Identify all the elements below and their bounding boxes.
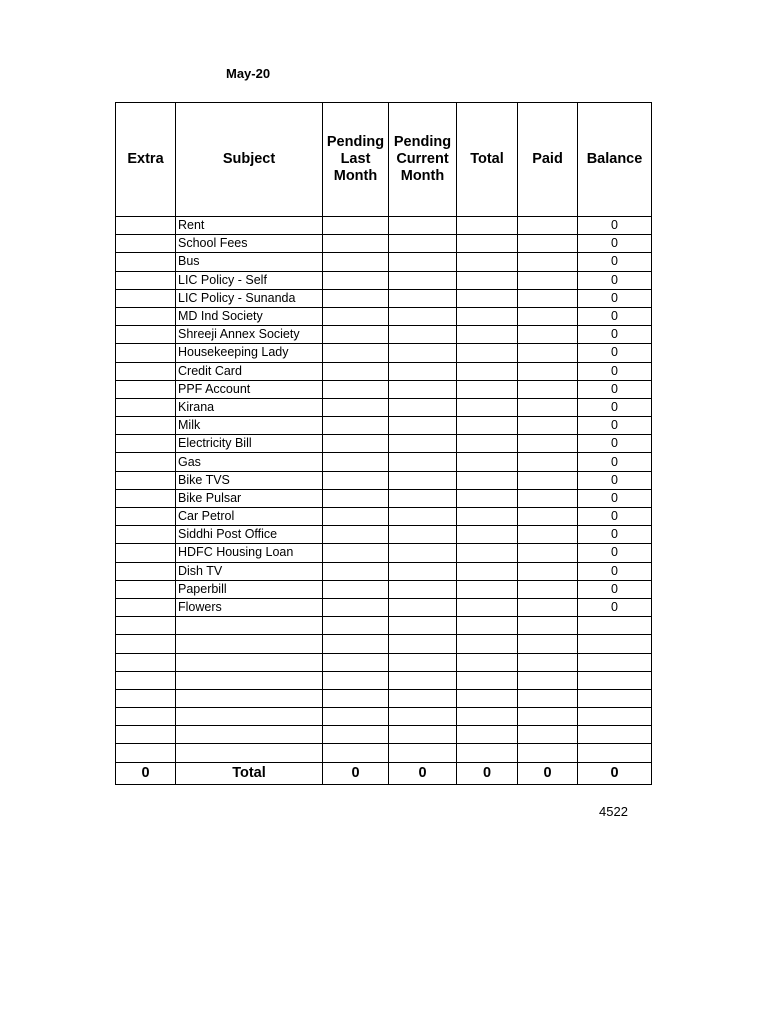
- cell-balance: 0: [578, 235, 652, 253]
- cell-pending-current-month: [389, 326, 457, 344]
- cell-pending-current-month: [389, 417, 457, 435]
- cell-paid: [518, 526, 578, 544]
- cell-extra: [116, 217, 176, 235]
- cell-balance: [578, 726, 652, 744]
- cell-extra: [116, 726, 176, 744]
- table-row: [116, 653, 652, 671]
- cell-balance: [578, 671, 652, 689]
- header-balance: Balance: [578, 103, 652, 217]
- footnote-value: 4522: [599, 804, 628, 819]
- table-row: [116, 471, 652, 489]
- cell-paid: [518, 417, 578, 435]
- cell-subject: PPF Account: [176, 380, 323, 398]
- cell-subject: Rent: [176, 217, 323, 235]
- cell-balance: [578, 617, 652, 635]
- cell-pending-last-month: [323, 598, 389, 616]
- table-row: [116, 489, 652, 507]
- table-row: [116, 398, 652, 416]
- cell-pending-last-month: [323, 508, 389, 526]
- header-pending-current-month: [389, 103, 457, 217]
- cell-total: [457, 253, 518, 271]
- cell-subject: Kirana: [176, 398, 323, 416]
- cell-pending-current-month: [389, 217, 457, 235]
- cell-subject: Gas: [176, 453, 323, 471]
- cell-pending-current-month: [389, 307, 457, 325]
- table-row: [116, 380, 652, 398]
- cell-total: [457, 726, 518, 744]
- cell-pending-current-month: [389, 398, 457, 416]
- cell-pending-current-month: [389, 271, 457, 289]
- cell-balance: [578, 708, 652, 726]
- cell-paid: [518, 689, 578, 707]
- table-row: [116, 289, 652, 307]
- cell-paid: [518, 453, 578, 471]
- cell-pending-last-month: [323, 362, 389, 380]
- header-extra: Extra: [116, 103, 176, 217]
- cell-pending-current-month: [389, 689, 457, 707]
- header-row: [116, 103, 652, 217]
- cell-pending-last-month: [323, 726, 389, 744]
- cell-pending-last-month: [323, 307, 389, 325]
- cell-pending-current-month: [389, 726, 457, 744]
- cell-extra: [116, 435, 176, 453]
- header-line: Pending: [326, 134, 385, 150]
- cell-subject: Dish TV: [176, 562, 323, 580]
- cell-pending-last-month: [323, 580, 389, 598]
- table-row: [116, 726, 652, 744]
- cell-pending-last-month: [323, 671, 389, 689]
- cell-total: [457, 671, 518, 689]
- cell-balance: [578, 653, 652, 671]
- cell-extra: [116, 689, 176, 707]
- cell-extra: [116, 544, 176, 562]
- cell-balance: 0: [578, 380, 652, 398]
- cell-pending-last-month: [323, 489, 389, 507]
- cell-subject: [176, 653, 323, 671]
- cell-balance: 0: [578, 508, 652, 526]
- cell-balance: 0: [578, 562, 652, 580]
- cell-total: [457, 471, 518, 489]
- cell-pending-last-month: [323, 526, 389, 544]
- cell-subject: [176, 689, 323, 707]
- cell-total: [457, 708, 518, 726]
- cell-pending-current-month: [389, 653, 457, 671]
- cell-subject: [176, 708, 323, 726]
- cell-pending-last-month: [323, 744, 389, 762]
- cell-subject: Shreeji Annex Society: [176, 326, 323, 344]
- cell-total: [457, 289, 518, 307]
- header-line: Pending: [393, 134, 452, 150]
- cell-subject: [176, 671, 323, 689]
- cell-extra: [116, 344, 176, 362]
- table-row: [116, 453, 652, 471]
- cell-pending-current-month: [389, 635, 457, 653]
- table-row: [116, 708, 652, 726]
- cell-paid: [518, 617, 578, 635]
- cell-extra: [116, 380, 176, 398]
- totals-row: [116, 762, 652, 784]
- cell-subject: [176, 726, 323, 744]
- table-row: [116, 580, 652, 598]
- cell-paid: [518, 271, 578, 289]
- table-row: [116, 562, 652, 580]
- cell-extra: [116, 562, 176, 580]
- cell-total: [457, 744, 518, 762]
- cell-paid: [518, 289, 578, 307]
- cell-pending-last-month: [323, 417, 389, 435]
- cell-subject: Paperbill: [176, 580, 323, 598]
- cell-paid: [518, 435, 578, 453]
- cell-extra: [116, 362, 176, 380]
- cell-paid: [518, 598, 578, 616]
- cell-extra: [116, 580, 176, 598]
- table-row: [116, 689, 652, 707]
- cell-extra: [116, 271, 176, 289]
- cell-pending-last-month: [323, 708, 389, 726]
- cell-pending-current-month: [389, 435, 457, 453]
- cell-paid: [518, 362, 578, 380]
- cell-pending-last-month: [323, 326, 389, 344]
- table-row: [116, 326, 652, 344]
- cell-pending-last-month: [323, 289, 389, 307]
- cell-balance: [578, 744, 652, 762]
- cell-paid: [518, 489, 578, 507]
- cell-pending-current-month: [389, 617, 457, 635]
- total-pending-current-month: 0: [389, 762, 457, 784]
- total-paid: 0: [518, 762, 578, 784]
- cell-pending-current-month: [389, 471, 457, 489]
- cell-extra: [116, 598, 176, 616]
- cell-pending-current-month: [389, 544, 457, 562]
- total-total: 0: [457, 762, 518, 784]
- total-pending-last-month: 0: [323, 762, 389, 784]
- cell-total: [457, 326, 518, 344]
- table-row: [116, 435, 652, 453]
- cell-extra: [116, 235, 176, 253]
- cell-pending-last-month: [323, 253, 389, 271]
- cell-subject: Housekeeping Lady: [176, 344, 323, 362]
- cell-pending-current-month: [389, 453, 457, 471]
- cell-subject: Bike Pulsar: [176, 489, 323, 507]
- cell-total: [457, 453, 518, 471]
- cell-balance: 0: [578, 453, 652, 471]
- cell-paid: [518, 671, 578, 689]
- cell-pending-last-month: [323, 344, 389, 362]
- cell-total: [457, 489, 518, 507]
- cell-total: [457, 362, 518, 380]
- table-row: [116, 526, 652, 544]
- header-line: Month: [400, 168, 445, 184]
- cell-pending-last-month: [323, 617, 389, 635]
- cell-extra: [116, 671, 176, 689]
- cell-pending-last-month: [323, 271, 389, 289]
- cell-paid: [518, 580, 578, 598]
- cell-total: [457, 271, 518, 289]
- cell-extra: [116, 617, 176, 635]
- cell-subject: Siddhi Post Office: [176, 526, 323, 544]
- cell-total: [457, 417, 518, 435]
- cell-total: [457, 580, 518, 598]
- cell-balance: 0: [578, 526, 652, 544]
- cell-pending-current-month: [389, 489, 457, 507]
- cell-total: [457, 562, 518, 580]
- cell-paid: [518, 544, 578, 562]
- cell-pending-last-month: [323, 689, 389, 707]
- table-row: [116, 744, 652, 762]
- cell-total: [457, 598, 518, 616]
- cell-balance: 0: [578, 362, 652, 380]
- cell-subject: Electricity Bill: [176, 435, 323, 453]
- cell-balance: 0: [578, 435, 652, 453]
- cell-paid: [518, 398, 578, 416]
- cell-paid: [518, 708, 578, 726]
- cell-pending-last-month: [323, 235, 389, 253]
- table-row: [116, 544, 652, 562]
- cell-balance: 0: [578, 253, 652, 271]
- cell-paid: [518, 635, 578, 653]
- cell-total: [457, 508, 518, 526]
- table-row: [116, 235, 652, 253]
- cell-subject: Milk: [176, 417, 323, 435]
- cell-pending-last-month: [323, 380, 389, 398]
- total-balance: 0: [578, 762, 652, 784]
- cell-subject: HDFC Housing Loan: [176, 544, 323, 562]
- cell-balance: [578, 635, 652, 653]
- cell-extra: [116, 635, 176, 653]
- cell-balance: 0: [578, 471, 652, 489]
- cell-paid: [518, 508, 578, 526]
- cell-balance: 0: [578, 417, 652, 435]
- cell-extra: [116, 398, 176, 416]
- total-label: Total: [176, 762, 323, 784]
- cell-pending-current-month: [389, 235, 457, 253]
- table-row: [116, 271, 652, 289]
- cell-subject: [176, 617, 323, 635]
- cell-subject: Credit Card: [176, 362, 323, 380]
- cell-subject: Car Petrol: [176, 508, 323, 526]
- header-subject: Subject: [176, 103, 323, 217]
- cell-balance: 0: [578, 289, 652, 307]
- cell-subject: [176, 744, 323, 762]
- cell-pending-current-month: [389, 253, 457, 271]
- cell-paid: [518, 744, 578, 762]
- sheet-month-title: May-20: [226, 66, 271, 81]
- cell-extra: [116, 653, 176, 671]
- cell-subject: [176, 635, 323, 653]
- total-extra: 0: [116, 762, 176, 784]
- cell-balance: 0: [578, 217, 652, 235]
- cell-extra: [116, 289, 176, 307]
- cell-paid: [518, 253, 578, 271]
- cell-pending-current-month: [389, 362, 457, 380]
- cell-total: [457, 435, 518, 453]
- cell-pending-current-month: [389, 708, 457, 726]
- cell-subject: MD Ind Society: [176, 307, 323, 325]
- cell-pending-last-month: [323, 653, 389, 671]
- cell-pending-last-month: [323, 471, 389, 489]
- cell-balance: 0: [578, 598, 652, 616]
- table-row: [116, 217, 652, 235]
- table-row: [116, 635, 652, 653]
- table-row: [116, 307, 652, 325]
- header-line: Current: [396, 151, 449, 167]
- cell-extra: [116, 526, 176, 544]
- cell-pending-current-month: [389, 344, 457, 362]
- cell-extra: [116, 508, 176, 526]
- cell-extra: [116, 489, 176, 507]
- cell-pending-last-month: [323, 435, 389, 453]
- cell-paid: [518, 217, 578, 235]
- cell-paid: [518, 326, 578, 344]
- cell-pending-last-month: [323, 453, 389, 471]
- cell-pending-current-month: [389, 562, 457, 580]
- cell-balance: 0: [578, 326, 652, 344]
- cell-extra: [116, 744, 176, 762]
- table-row: [116, 617, 652, 635]
- cell-pending-current-month: [389, 598, 457, 616]
- cell-total: [457, 635, 518, 653]
- cell-pending-last-month: [323, 544, 389, 562]
- cell-pending-current-month: [389, 744, 457, 762]
- table-row: [116, 671, 652, 689]
- cell-extra: [116, 417, 176, 435]
- cell-pending-last-month: [323, 217, 389, 235]
- cell-total: [457, 526, 518, 544]
- cell-subject: School Fees: [176, 235, 323, 253]
- cell-extra: [116, 253, 176, 271]
- cell-subject: Bike TVS: [176, 471, 323, 489]
- table-row: [116, 417, 652, 435]
- cell-total: [457, 307, 518, 325]
- cell-paid: [518, 235, 578, 253]
- cell-extra: [116, 453, 176, 471]
- cell-pending-current-month: [389, 526, 457, 544]
- cell-extra: [116, 307, 176, 325]
- cell-subject: Flowers: [176, 598, 323, 616]
- cell-total: [457, 235, 518, 253]
- cell-balance: 0: [578, 544, 652, 562]
- cell-pending-current-month: [389, 380, 457, 398]
- cell-balance: 0: [578, 398, 652, 416]
- table-row: [116, 508, 652, 526]
- cell-subject: LIC Policy - Sunanda: [176, 289, 323, 307]
- cell-pending-last-month: [323, 562, 389, 580]
- cell-balance: 0: [578, 307, 652, 325]
- cell-pending-last-month: [323, 635, 389, 653]
- header-paid: Paid: [518, 103, 578, 217]
- header-total: Total: [457, 103, 518, 217]
- cell-paid: [518, 562, 578, 580]
- header-pending-last-month: [323, 103, 389, 217]
- cell-total: [457, 217, 518, 235]
- cell-total: [457, 617, 518, 635]
- cell-total: [457, 689, 518, 707]
- cell-paid: [518, 726, 578, 744]
- cell-extra: [116, 471, 176, 489]
- cell-balance: 0: [578, 344, 652, 362]
- cell-paid: [518, 380, 578, 398]
- cell-paid: [518, 471, 578, 489]
- cell-total: [457, 344, 518, 362]
- table-row: [116, 253, 652, 271]
- table-row: [116, 344, 652, 362]
- header-line: Last: [340, 151, 371, 167]
- cell-extra: [116, 326, 176, 344]
- cell-pending-current-month: [389, 580, 457, 598]
- cell-balance: 0: [578, 580, 652, 598]
- table-row: [116, 362, 652, 380]
- cell-total: [457, 544, 518, 562]
- table-body: [116, 217, 652, 763]
- cell-pending-current-month: [389, 671, 457, 689]
- cell-balance: [578, 689, 652, 707]
- cell-subject: LIC Policy - Self: [176, 271, 323, 289]
- cell-total: [457, 653, 518, 671]
- cell-subject: Bus: [176, 253, 323, 271]
- table-row: [116, 598, 652, 616]
- cell-pending-last-month: [323, 398, 389, 416]
- cell-balance: 0: [578, 489, 652, 507]
- cell-paid: [518, 307, 578, 325]
- cell-total: [457, 398, 518, 416]
- header-line: Month: [333, 168, 378, 184]
- cell-pending-current-month: [389, 289, 457, 307]
- budget-table: [115, 102, 652, 785]
- cell-paid: [518, 653, 578, 671]
- cell-paid: [518, 344, 578, 362]
- cell-pending-current-month: [389, 508, 457, 526]
- cell-total: [457, 380, 518, 398]
- cell-extra: [116, 708, 176, 726]
- cell-balance: 0: [578, 271, 652, 289]
